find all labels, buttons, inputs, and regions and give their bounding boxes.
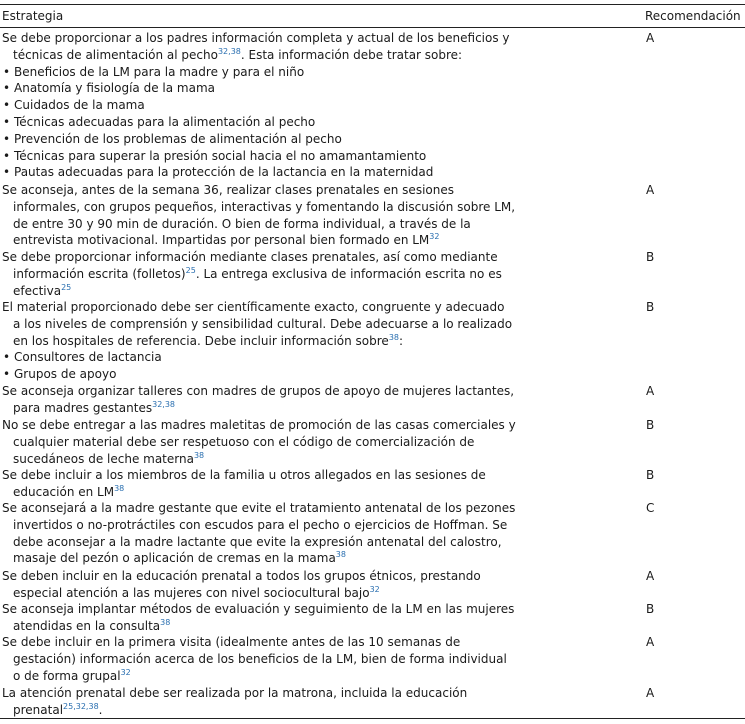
strategy-text: o de forma grupal	[13, 668, 121, 683]
strategy-line	[2, 333, 507, 350]
strategy-text: educación en LM	[13, 484, 115, 499]
strategy-line	[2, 451, 507, 468]
strategy-line	[2, 568, 507, 585]
strategy-text: técnicas de alimentación al pecho	[13, 47, 218, 62]
citation-ref: 25	[185, 265, 196, 275]
strategy-line	[2, 467, 507, 484]
recommendation-grade: B	[646, 418, 655, 432]
strategy-line	[2, 266, 507, 283]
strategy-text: Beneficios de la LM para la madre y para el niño	[14, 64, 305, 79]
strategy-text: Se aconsejará a la madre gestante que evite el tratamiento antenatal de los pezones	[2, 501, 516, 515]
header-recommendation: Recomendación	[645, 9, 741, 23]
recommendation-grade: B	[646, 250, 655, 264]
citation-ref: 32	[429, 232, 440, 242]
strategy-text: cualquier material debe ser respetuoso con el código de comercialización de	[13, 434, 475, 449]
strategy-text: Se debe proporcionar información mediante clases prenatales, así como mediante	[2, 250, 498, 264]
strategy-text: masaje del pezón o aplicación de cremas en la mama	[13, 551, 336, 566]
strategy-line	[2, 232, 507, 249]
citation-ref: 32	[369, 584, 380, 594]
strategy-line	[2, 47, 507, 64]
recommendation-grade: A	[646, 183, 655, 197]
strategy-cell	[2, 299, 513, 383]
strategy-line	[2, 400, 507, 417]
strategy-text: entrevista motivacional. Impartidas por personal bien formado en LM	[13, 233, 430, 248]
strategy-cell	[2, 249, 507, 299]
table-bottom-rule	[0, 718, 745, 719]
recommendation-grade: A	[646, 635, 655, 649]
strategy-text: Se aconseja, antes de la semana 36, realizar clases prenatales en sesiones	[2, 183, 454, 197]
strategy-text: .	[98, 702, 103, 717]
citation-ref: 25	[61, 282, 72, 292]
strategy-line	[2, 199, 516, 216]
strategy-text: Se aconseja organizar talleres con madres de grupos de apoyo de mujeres lactantes,	[2, 384, 515, 398]
strategy-line	[2, 685, 507, 702]
bullet-item	[2, 148, 507, 165]
strategy-text: Consultores de lactancia	[14, 350, 162, 365]
strategy-line	[2, 484, 507, 501]
strategy-text: de entre 30 y 90 min de duración. O bien de forma individual, a través de la	[13, 216, 471, 231]
strategy-text: información escrita (folletos)	[13, 266, 186, 281]
strategy-line	[2, 668, 507, 685]
strategy-line	[2, 702, 507, 719]
strategy-text: invertidos o no-protráctiles con escudos para el pecho o ejercicios de Hoffman. Se	[13, 517, 508, 532]
strategy-text: Se debe proporcionar a los padres información completa y actual de los beneficios y	[2, 31, 510, 45]
citation-ref: 38	[193, 450, 205, 460]
strategy-line	[2, 550, 507, 567]
strategy-line	[2, 434, 507, 451]
recommendation-grade: B	[646, 468, 655, 482]
strategy-text: a los niveles de comprensión y sensibilidad cultural. Debe adecuarse a lo realizado	[13, 316, 513, 331]
bullet-item	[2, 131, 507, 148]
strategy-text: No se debe entregar a las madres maletitas de promoción de las casas comerciales y	[2, 418, 516, 432]
bullet-item	[2, 80, 507, 97]
strategy-text: El material proporcionado debe ser científicamente exacto, congruente y adecuado	[2, 300, 505, 314]
strategy-text: en los hospitales de referencia. Debe incluir información sobre	[13, 333, 389, 348]
strategy-line	[2, 651, 507, 668]
strategy-cell	[2, 182, 516, 249]
strategy-line	[2, 534, 507, 551]
strategy-line	[2, 383, 515, 400]
strategy-line	[2, 299, 507, 316]
strategy-line	[2, 316, 513, 333]
strategy-text: efectiva	[13, 283, 62, 298]
recommendation-grade: A	[646, 686, 655, 700]
strategy-text: :	[399, 333, 404, 348]
strategy-cell	[2, 568, 507, 602]
citation-ref: 38	[335, 550, 346, 560]
strategy-text: Prevención de los problemas de alimentación al pecho	[14, 131, 342, 146]
strategy-text: . La entrega exclusiva de información escrita no es	[195, 266, 502, 281]
strategy-text: Técnicas para superar la presión social hacia el no amamantamiento	[14, 148, 427, 163]
citation-ref: 32,38	[152, 399, 176, 409]
strategy-text: Se debe incluir en la primera visita (idealmente antes de las 10 semanas de	[2, 635, 461, 649]
strategy-cell	[2, 383, 515, 417]
strategy-text: . Esta información debe tratar sobre:	[240, 47, 463, 62]
strategy-text: Cuidados de la mama	[14, 98, 145, 113]
strategy-text: debe aconsejar a la madre lactante que evite la expresión antenatal del calostro,	[13, 534, 502, 549]
strategy-cell	[2, 601, 515, 635]
strategy-text: gestación) información acerca de los beneficios de la LM, bien de forma individual	[13, 651, 507, 666]
strategy-cell	[2, 417, 516, 467]
strategy-text: Se debe incluir a los miembros de la familia u otros allegados en las sesiones de	[2, 468, 486, 482]
strategy-cell	[2, 467, 507, 501]
bullet-item	[2, 349, 507, 366]
citation-ref: 32,38	[217, 46, 241, 56]
strategy-line	[2, 601, 515, 618]
strategy-line	[2, 417, 516, 434]
bullet-item	[2, 64, 507, 81]
strategy-text: informales, con grupos pequeños, interactivas y fomentando la discusión sobre LM,	[13, 199, 516, 214]
strategy-cell	[2, 30, 510, 181]
citation-ref: 25,32,38	[63, 701, 99, 711]
strategy-text: atendidas en la consulta	[13, 618, 161, 633]
citation-ref: 38	[160, 617, 171, 627]
strategy-text: para madres gestantes	[13, 400, 153, 415]
strategy-line	[2, 30, 510, 47]
strategy-line	[2, 500, 516, 517]
strategy-line	[2, 634, 507, 651]
strategy-text: Se deben incluir en la educación prenatal a todos los grupos étnicos, prestando	[2, 569, 481, 583]
strategy-text: Técnicas adecuadas para la alimentación al pecho	[14, 114, 316, 129]
strategy-text: sucedáneos de leche materna	[13, 451, 194, 466]
bullet-item	[2, 366, 507, 383]
header-strategy: Estrategia	[2, 9, 64, 23]
recommendation-grade: A	[646, 569, 655, 583]
strategy-cell	[2, 634, 507, 684]
recommendation-grade: B	[646, 300, 655, 314]
strategy-text: especial atención a las mujeres con nivel sociocultural bajo	[13, 585, 370, 600]
strategy-text: Se aconseja implantar métodos de evaluación y seguimiento de la LM en las mujeres	[2, 602, 515, 616]
strategy-line	[2, 283, 507, 300]
strategy-cell	[2, 685, 507, 719]
table-top-rule	[0, 4, 745, 5]
strategy-line	[2, 585, 507, 602]
recommendation-grade: C	[646, 501, 655, 515]
header-rule	[0, 27, 745, 28]
recommendation-grade: A	[646, 384, 655, 398]
strategy-line	[2, 618, 507, 635]
strategy-text: Grupos de apoyo	[14, 367, 117, 382]
recommendation-grade: B	[646, 602, 655, 616]
strategy-text: Anatomía y fisiología de la mama	[14, 81, 216, 96]
bullet-item	[2, 164, 507, 181]
strategy-line	[2, 216, 507, 233]
strategy-text: prenatal	[13, 702, 64, 717]
bullet-item	[2, 97, 507, 114]
strategy-line	[2, 517, 507, 534]
citation-ref: 32	[120, 667, 131, 677]
citation-ref: 38	[388, 332, 399, 342]
citation-ref: 38	[114, 483, 125, 493]
strategy-line	[2, 182, 507, 199]
strategy-line	[2, 249, 507, 266]
strategy-text: Pautas adecuadas para la protección de la lactancia en la maternidad	[14, 165, 434, 180]
strategy-text: La atención prenatal debe ser realizada por la matrona, incluida la educación	[2, 686, 468, 700]
bullet-item	[2, 114, 507, 131]
recommendation-grade: A	[646, 31, 655, 45]
strategy-cell	[2, 500, 516, 567]
